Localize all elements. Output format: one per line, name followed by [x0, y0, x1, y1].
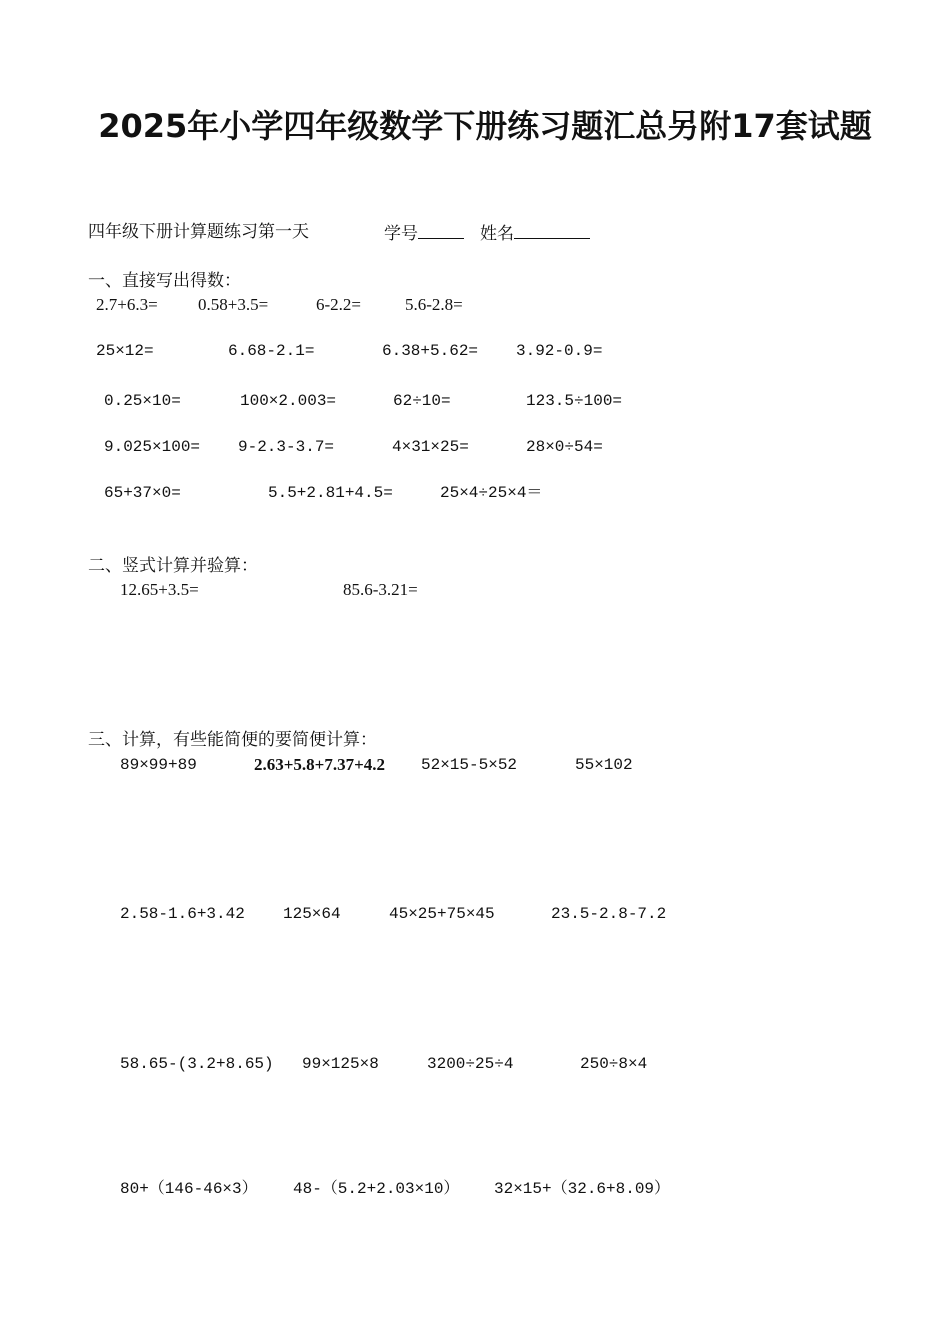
problem: 80+（146-46×3）: [120, 1180, 258, 1198]
problem: 3.92-0.9=: [516, 342, 603, 360]
problem: 45×25+75×45: [389, 905, 495, 923]
problem: 12.65+3.5=: [120, 580, 199, 599]
problem: 2.58-1.6+3.42: [120, 905, 245, 923]
problem: 6.38+5.62=: [382, 342, 479, 360]
problem: 5.5+2.81+4.5=: [268, 484, 393, 502]
problem: 0.25×10=: [104, 392, 181, 410]
problem: 0.58+3.5=: [198, 295, 269, 314]
problem: 6-2.2=: [316, 295, 361, 314]
problem: 9.025×100=: [104, 438, 201, 456]
problem: 23.5-2.8-7.2: [551, 905, 667, 923]
problem: 58.65-(3.2+8.65): [120, 1055, 274, 1073]
problem: 85.6-3.21=: [343, 580, 418, 599]
name-field[interactable]: [480, 222, 590, 244]
problem: 100×2.003=: [240, 392, 337, 410]
problem: 2.63+5.8+7.37+4.2: [254, 755, 386, 774]
problem: 28×0÷54=: [526, 438, 603, 456]
problem: 48-（5.2+2.03×10）: [293, 1180, 460, 1198]
practice-label: 四年级下册计算题练习第一天: [88, 222, 309, 242]
problem: 2.7+6.3=: [96, 295, 158, 314]
section1-heading: 一、直接写出得数：: [88, 271, 241, 291]
problem: 6.68-2.1=: [228, 342, 315, 360]
problem: 125×64: [283, 905, 341, 923]
problem: 3200÷25÷4: [427, 1055, 514, 1073]
page-title: 2025年小学四年级数学下册练习题汇总另附17套试题: [98, 107, 872, 145]
problem: 52×15-5×52: [421, 756, 518, 774]
problem: 9-2.3-3.7=: [238, 438, 335, 456]
problem: 123.5÷100=: [526, 392, 623, 410]
student-number-field[interactable]: [384, 222, 464, 244]
problem: 89×99+89: [120, 756, 197, 774]
problem: 25×4÷25×4＝: [440, 484, 543, 502]
problem: 25×12=: [96, 342, 154, 360]
problem: 65+37×0=: [104, 484, 181, 502]
section2-heading: 二、竖式计算并验算：: [88, 556, 258, 576]
problem: 62÷10=: [393, 392, 451, 410]
problem: 250÷8×4: [580, 1055, 648, 1073]
name-label: 姓名: [480, 224, 514, 244]
problem: 5.6-2.8=: [405, 295, 463, 314]
section3-heading: 三、计算，有些能简便的要简便计算：: [88, 730, 377, 750]
student-number-label: 学号: [384, 224, 418, 244]
problem: 99×125×8: [302, 1055, 379, 1073]
student-number-blank[interactable]: [418, 222, 464, 239]
problem: 55×102: [575, 756, 633, 774]
problem: 32×15+（32.6+8.09）: [494, 1180, 671, 1198]
name-blank[interactable]: [514, 222, 590, 239]
problem: 4×31×25=: [392, 438, 469, 456]
